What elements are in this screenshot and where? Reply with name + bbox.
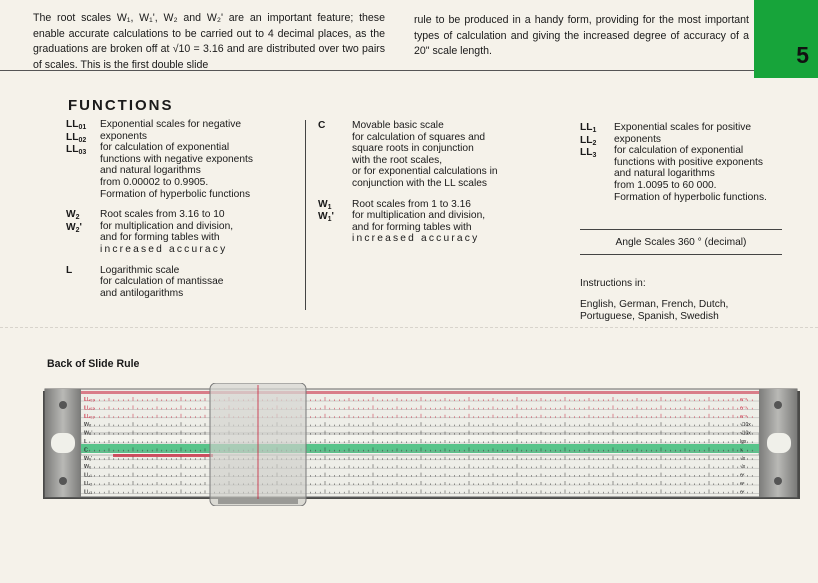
top-divider bbox=[0, 70, 754, 71]
scale-label-left: L bbox=[84, 439, 88, 445]
screw-icon bbox=[59, 477, 67, 485]
scale-symbol: W1 W1' bbox=[318, 198, 334, 224]
angle-divider bbox=[580, 254, 782, 255]
function-description: Exponential scales for negative exponents for calculation of exponential functions with negative exponents and natural logarithms from 0.00002 to 0.9905. Formation of hyperbolic functions bbox=[100, 119, 253, 200]
scale-label-right: e⁻ˣ bbox=[740, 405, 748, 412]
scale-symbol: C bbox=[318, 120, 326, 131]
scale-label-left: LL₂ bbox=[84, 481, 93, 487]
scale-symbol: W2 W2' bbox=[66, 209, 82, 234]
scale-label-right: lgx bbox=[740, 439, 747, 445]
scale-label-right: √10x bbox=[740, 430, 751, 437]
scale-label-left: LL₀₁ bbox=[84, 413, 95, 420]
page-number-tab bbox=[754, 0, 818, 78]
scale-label-left: W₁ bbox=[84, 464, 92, 471]
back-of-slide-rule-caption: Back of Slide Rule bbox=[47, 358, 140, 370]
scale-label-left: LL₃ bbox=[84, 489, 93, 496]
screw-icon bbox=[59, 401, 67, 409]
instructions-languages: English, German, French, Dutch, Portuguese, Spanish, Swedish bbox=[580, 298, 729, 322]
function-entry-ll-positive bbox=[580, 122, 790, 203]
screw-icon bbox=[774, 477, 782, 485]
function-description: Root scales from 1 to 3.16 for multiplication and division, and for forming tables with bbox=[352, 198, 486, 233]
instructions-label: Instructions in: bbox=[580, 278, 646, 289]
function-description: Movable basic scale for calculation of squares and square roots in conjunction with the root scales, or for exponential calculations in conjunction with the LL scales bbox=[352, 120, 498, 189]
scale-label-left: W₂' bbox=[84, 430, 93, 437]
function-entry-w1 bbox=[318, 199, 548, 245]
c-scale-green-band bbox=[81, 444, 759, 453]
screw-icon bbox=[774, 401, 782, 409]
instructions-block bbox=[580, 278, 790, 324]
intro-text-left: The root scales W₁, W₁', W₂ and W₂' are an important feature; these enable accurate calculations to be carried out to 4 decimal places, as the graduations are broken off at √10 = 3.16 and are distributed over two pairs of scales. This is the first double slide bbox=[33, 12, 385, 71]
page-number: 5 bbox=[796, 42, 809, 68]
scale-label-right: e⁻ˣ bbox=[740, 413, 748, 420]
scale-label-right: √10x bbox=[740, 422, 751, 429]
function-entry-c bbox=[318, 120, 548, 190]
function-description-wrap bbox=[352, 199, 485, 245]
scale-symbol: LL01 LL02 LL03 bbox=[66, 119, 87, 157]
scale-label-right: eˣ bbox=[740, 472, 745, 479]
function-emphasis: increased accuracy bbox=[100, 243, 228, 255]
slide-rule-illustration bbox=[43, 383, 800, 506]
angle-scales-label: Angle Scales 360 ° (decimal) bbox=[580, 229, 782, 248]
scale-label-left: C bbox=[84, 447, 88, 454]
scale-label-right: e⁻ˣ bbox=[740, 397, 748, 403]
function-entry-w2 bbox=[66, 209, 291, 255]
cursor-foot bbox=[218, 499, 298, 504]
scale-label-left: W₂ bbox=[84, 422, 92, 429]
scale-symbol: L bbox=[66, 264, 73, 276]
scale-label-right: √x bbox=[740, 464, 746, 471]
right-grip bbox=[767, 433, 791, 453]
functions-column-1 bbox=[66, 119, 291, 308]
left-grip bbox=[51, 433, 75, 453]
fold-line bbox=[0, 327, 818, 328]
scale-label-left: LL₀₂ bbox=[84, 405, 95, 412]
scale-symbol: LL1 LL2 LL3 bbox=[580, 122, 597, 160]
scale-label-right: eˣ bbox=[740, 481, 745, 487]
function-entry-l bbox=[66, 265, 291, 300]
scale-label-right: eˣ bbox=[740, 489, 745, 496]
function-description: Root scales from 3.16 to 10 for multiplication and division, and for forming tables with bbox=[100, 209, 234, 244]
scale-label-left: LL₁ bbox=[84, 472, 92, 479]
function-description: Logarithmic scale for calculation of mantissae and antilogarithms bbox=[100, 264, 224, 299]
function-description: Exponential scales for positive exponents for calculation of exponential functions with positive exponents and natural logarithms from 1.0095 to 60 000. Formation of hyperbolic functions. bbox=[614, 122, 767, 203]
intro-text-right: rule to be produced in a handy form, providing for the most important types of calculation and giving the increased degree of accuracy of a 20" scale length. bbox=[414, 14, 749, 57]
function-emphasis: increased accuracy bbox=[352, 233, 480, 245]
functions-heading: FUNCTIONS bbox=[68, 97, 174, 114]
functions-column-3 bbox=[580, 122, 790, 212]
scale-label-left: LL₀₃ bbox=[84, 397, 95, 403]
function-entry-ll-negative bbox=[66, 119, 291, 200]
scale-label-right: x bbox=[740, 447, 743, 454]
scale-label-left: W₁' bbox=[84, 455, 93, 462]
functions-column-2 bbox=[318, 120, 548, 254]
function-description-wrap bbox=[100, 209, 233, 255]
red-scale-mark bbox=[113, 454, 213, 457]
scale-label-right: √x bbox=[740, 455, 746, 462]
column-divider bbox=[305, 120, 306, 310]
red-scale-band bbox=[81, 391, 759, 394]
